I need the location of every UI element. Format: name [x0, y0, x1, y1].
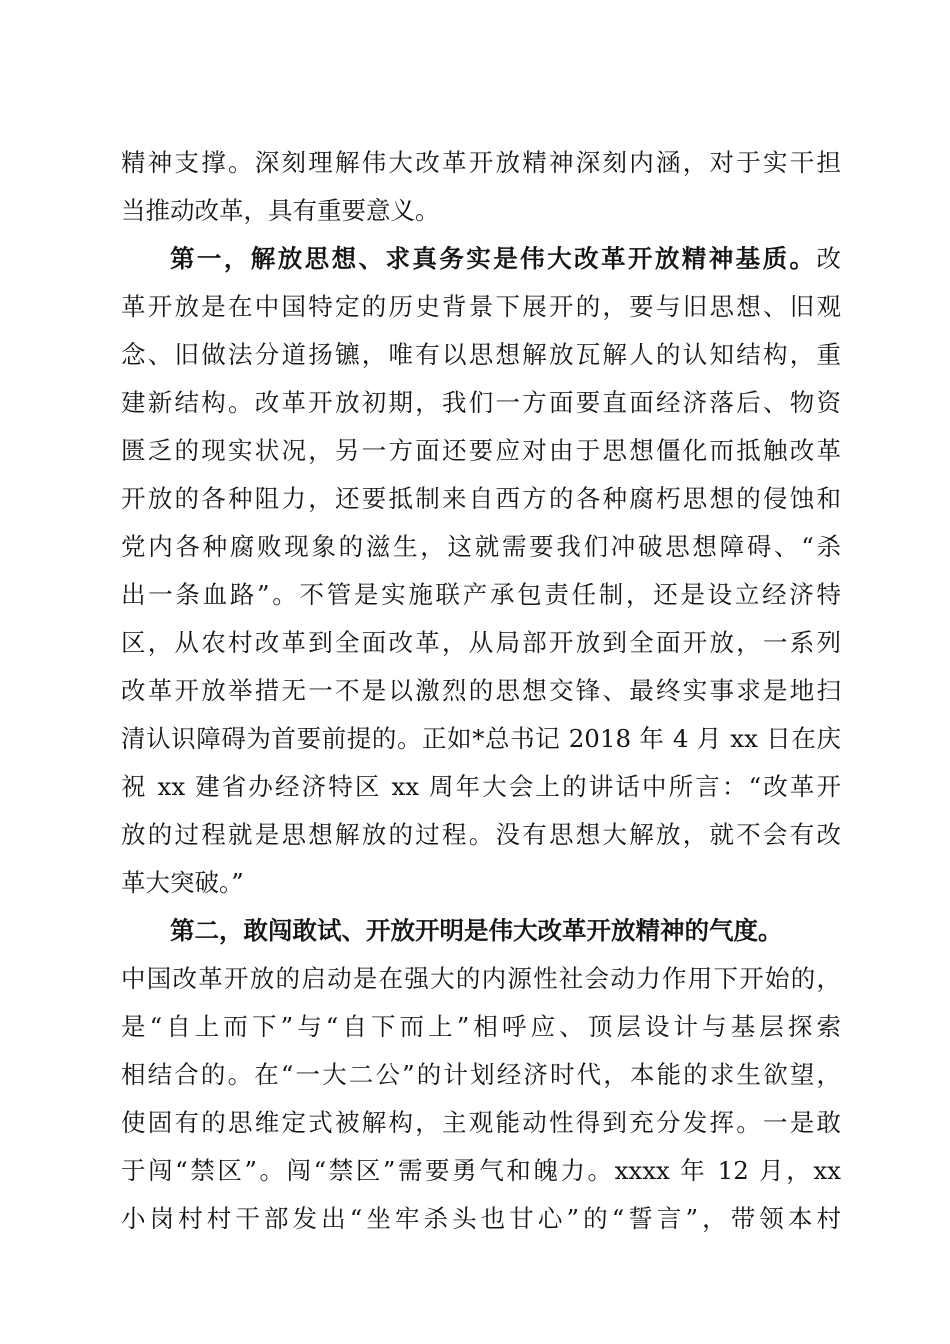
paragraph-2-heading: 第一，解放思想、求真务实是伟大改革开放精神基质。: [170, 244, 817, 273]
paragraph-2-line: 革大突破。”: [121, 868, 244, 897]
paragraph-2-line: 清认识障碍为首要前提的。正如*总书记 2018 年 4 月 xx 日在庆: [121, 724, 841, 753]
paragraph-2-line: 革开放是在中国特定的历史背景下展开的，要与旧思想、旧观: [121, 292, 841, 321]
paragraph-2-line: 开放的各种阻力，还要抵制来自西方的各种腐朽思想的侵蚀和: [121, 484, 841, 513]
paragraph-3-line: 是“自上而下”与“自下而上”相呼应、顶层设计与基层探索: [121, 1012, 841, 1041]
paragraph-2-line: 出一条血路”。不管是实施联产承包责任制，还是设立经济特: [121, 580, 841, 609]
paragraph-2-line: 区，从农村改革到全面改革，从局部开放到全面开放，一系列: [121, 628, 841, 657]
paragraph-2-line: 念、旧做法分道扬镳，唯有以思想解放瓦解人的认知结构，重: [121, 340, 841, 369]
paragraph-3-line: 相结合的。在“一大二公”的计划经济时代，本能的求生欲望，: [121, 1060, 841, 1089]
paragraph-1-line-1: 精神支撑。深刻理解伟大改革开放精神深刻内涵，对于实干担: [121, 148, 841, 177]
paragraph-2-line: 改革开放举措无一不是以激烈的思想交锋、最终实事求是地扫: [121, 676, 841, 705]
paragraph-3-heading: 第二，敢闯敢试、开放开明是伟大改革开放精神的气度。: [170, 916, 783, 945]
paragraph-3-line: 使固有的思维定式被解构，主观能动性得到充分发挥。一是敢: [121, 1108, 841, 1137]
paragraph-2-line: 放的过程就是思想解放的过程。没有思想大解放，就不会有改: [121, 820, 841, 849]
paragraph-2-line: 建新结构。改革开放初期，我们一方面要直面经济落后、物资: [121, 388, 841, 417]
paragraph-2-line: 匮乏的现实状况，另一方面还要应对由于思想僵化而抵触改革: [121, 436, 841, 465]
paragraph-1-line-2: 当推动改革，具有重要意义。: [121, 196, 440, 225]
paragraph-2-line: 党内各种腐败现象的滋生，这就需要我们冲破思想障碍、“杀: [121, 532, 841, 561]
paragraph-2-first-line-rest: 改: [816, 244, 841, 273]
paragraph-2-first-line: [170, 239, 841, 279]
paragraph-3-line: 中国改革开放的启动是在强大的内源性社会动力作用下开始的，: [121, 964, 841, 993]
paragraph-3-line: 于闯“禁区”。闯“禁区”需要勇气和魄力。xxxx 年 12 月，xx: [121, 1156, 841, 1185]
paragraph-2-line: 祝 xx 建省办经济特区 xx 周年大会上的讲话中所言：“改革开: [121, 772, 841, 801]
paragraph-3-line: 小岗村村干部发出“坐牢杀头也甘心”的“誓言”，带领本村: [121, 1204, 841, 1233]
